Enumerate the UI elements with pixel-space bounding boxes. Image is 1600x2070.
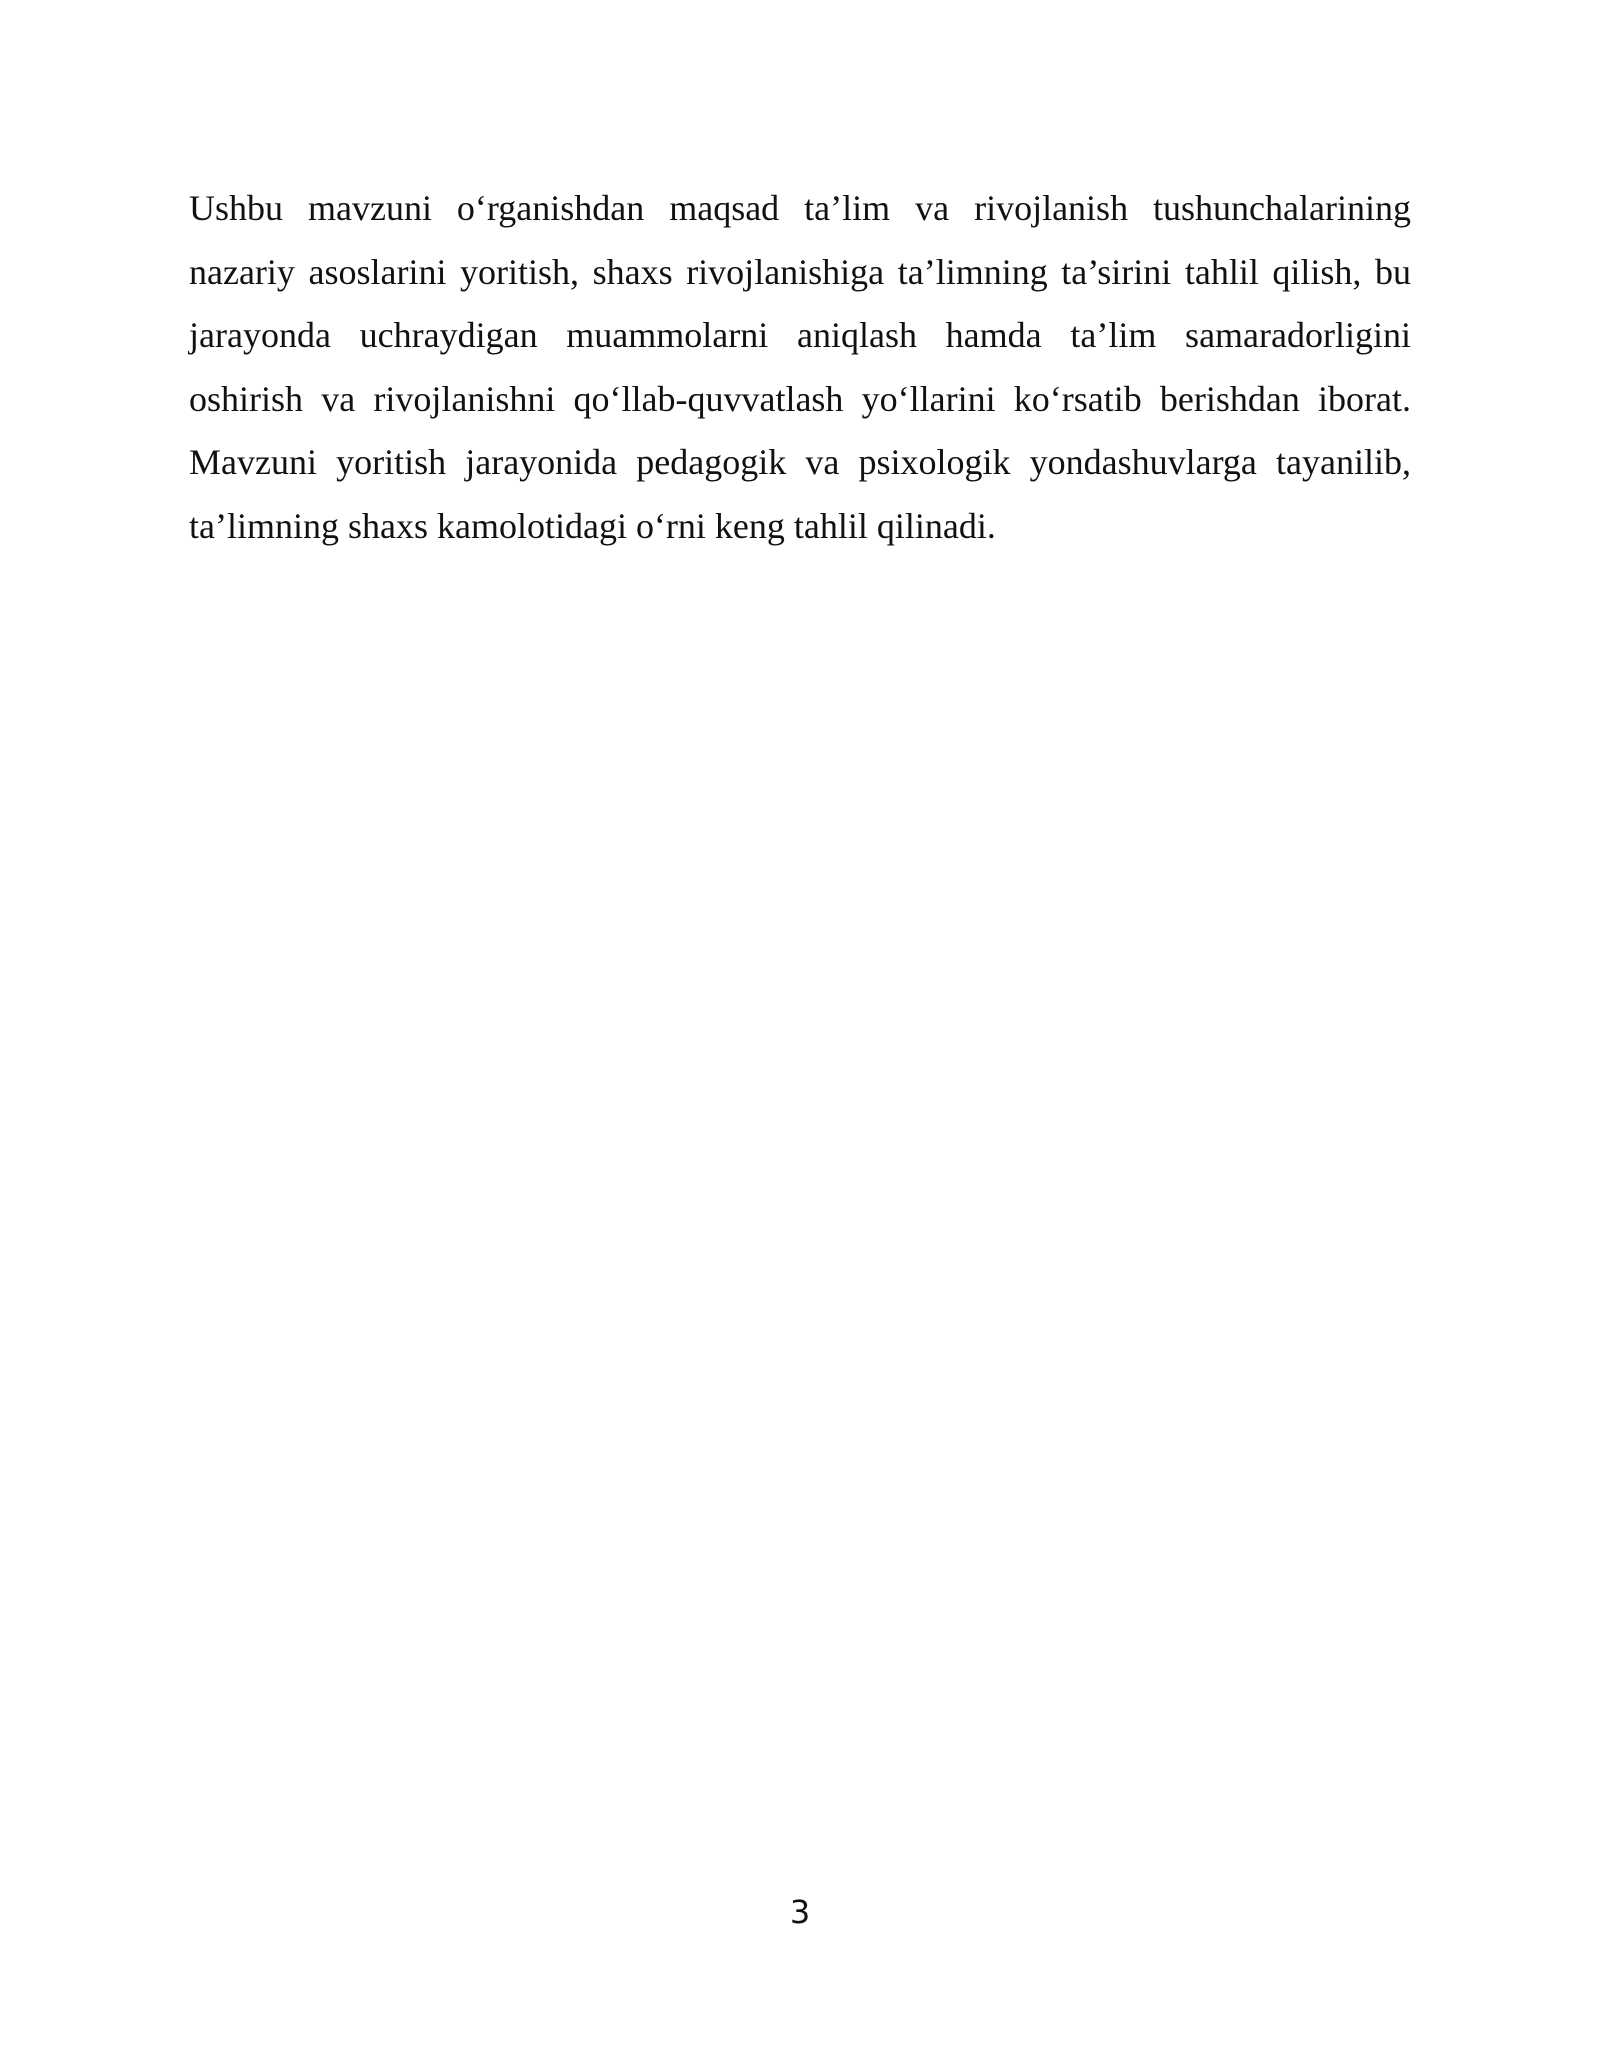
paragraph-line-5: Mavzuni yoritish jarayonida pedagogik va psixologik yondashuvlarga tayanilib, bbox=[189, 442, 1411, 482]
paragraph-line-6: ta’limning shaxs kamolotidagi o‘rni keng tahlil qilinadi. bbox=[189, 505, 996, 546]
paragraph-line-1: Ushbu mavzuni o‘rganishdan maqsad ta’lim va rivojlanish tushunchalarining bbox=[189, 188, 1411, 228]
body-paragraph bbox=[189, 177, 1411, 558]
paragraph-line-3: jarayonda uchraydigan muammolarni aniqlash hamda ta’lim samaradorligini bbox=[189, 315, 1411, 355]
page-number: 3 bbox=[789, 1893, 811, 1931]
paragraph-line-4: oshirish va rivojlanishni qo‘llab-quvvatlash yo‘llarini ko‘rsatib berishdan iborat. bbox=[189, 378, 1411, 419]
paragraph-line-2: nazariy asoslarini yoritish, shaxs rivojlanishiga ta’limning ta’sirini tahlil qilish, bu bbox=[189, 251, 1411, 292]
